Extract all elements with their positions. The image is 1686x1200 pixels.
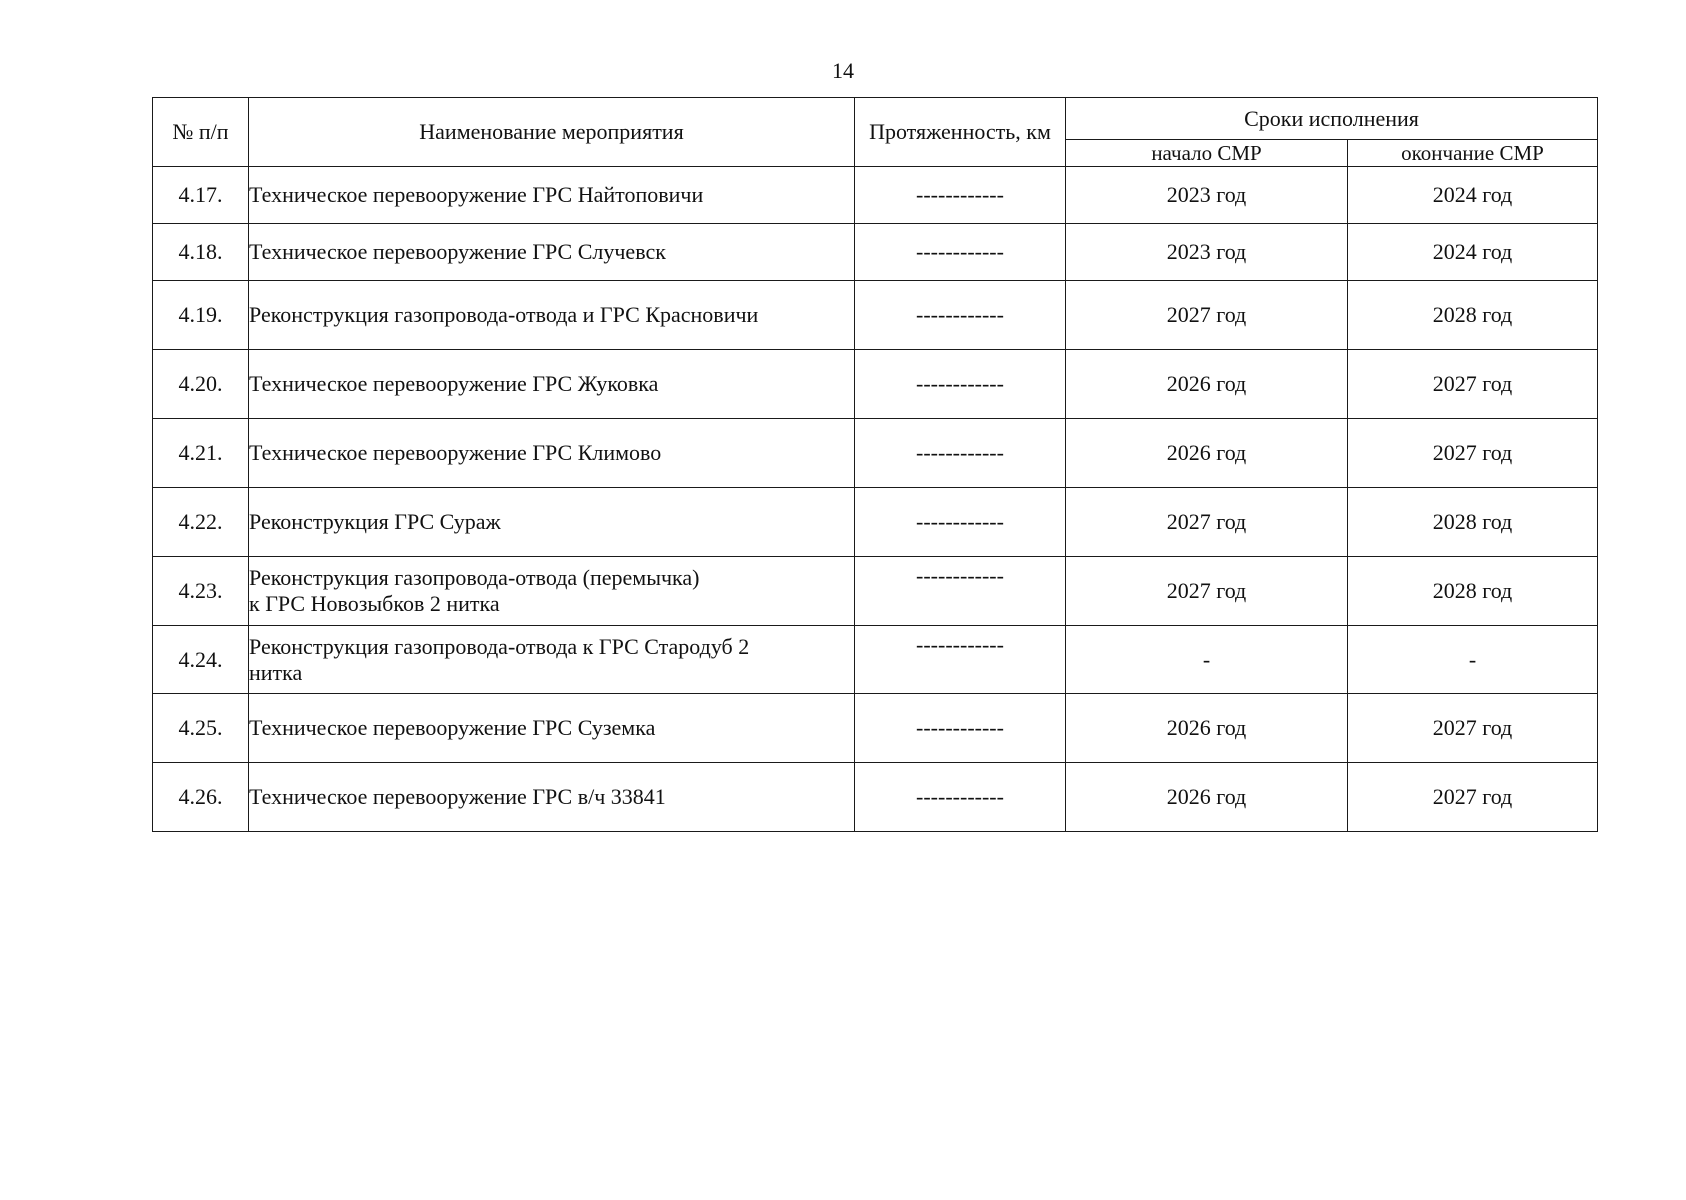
table-row: [153, 694, 1598, 763]
table-row: [153, 626, 1598, 694]
row-start: 2026 год: [1066, 763, 1348, 832]
row-start: -: [1066, 626, 1348, 694]
row-start: 2026 год: [1066, 419, 1348, 488]
table-row: [153, 281, 1598, 350]
row-name: [249, 557, 855, 626]
row-number: 4.22.: [153, 488, 249, 557]
row-start: 2027 год: [1066, 488, 1348, 557]
row-length: ------------: [855, 488, 1066, 557]
page-number: 14: [832, 58, 854, 83]
table-row: [153, 167, 1598, 224]
row-end: 2028 год: [1348, 281, 1598, 350]
row-end: -: [1348, 626, 1598, 694]
row-start: 2026 год: [1066, 694, 1348, 763]
table-row: [153, 350, 1598, 419]
row-start: 2023 год: [1066, 167, 1348, 224]
row-name: Реконструкция ГРС Сураж: [249, 488, 855, 557]
row-number: 4.25.: [153, 694, 249, 763]
header-number: № п/п: [153, 98, 249, 167]
row-name: Техническое перевооружение ГРС в/ч 33841: [249, 763, 855, 832]
row-length: ------------: [855, 557, 1066, 626]
row-number: 4.17.: [153, 167, 249, 224]
row-name-line2: к ГРС Новозыбков 2 нитка: [249, 591, 500, 616]
row-end: 2028 год: [1348, 488, 1598, 557]
row-end: 2027 год: [1348, 350, 1598, 419]
row-name-line2: нитка: [249, 659, 303, 685]
row-name: Техническое перевооружение ГРС Суземка: [249, 694, 855, 763]
row-number: 4.23.: [153, 557, 249, 626]
row-start: 2027 год: [1066, 557, 1348, 626]
row-number: 4.20.: [153, 350, 249, 419]
schedule-table: [152, 97, 1598, 832]
row-number: 4.24.: [153, 626, 249, 694]
row-length: ------------: [855, 350, 1066, 419]
row-length: ------------: [855, 224, 1066, 281]
row-name: Техническое перевооружение ГРС Случевск: [249, 224, 855, 281]
header-row: [153, 98, 1598, 140]
row-end: 2024 год: [1348, 224, 1598, 281]
row-number: 4.18.: [153, 224, 249, 281]
row-number: 4.26.: [153, 763, 249, 832]
row-name: Техническое перевооружение ГРС Найтоповичи: [249, 167, 855, 224]
header-name: Наименование мероприятия: [249, 98, 855, 167]
row-name: Реконструкция газопровода-отвода и ГРС Красновичи: [249, 281, 855, 350]
row-start: 2023 год: [1066, 224, 1348, 281]
row-length: ------------: [855, 694, 1066, 763]
row-name: [249, 626, 855, 694]
header-start: начало СМР: [1066, 140, 1348, 167]
row-name: Техническое перевооружение ГРС Жуковка: [249, 350, 855, 419]
row-end: 2027 год: [1348, 763, 1598, 832]
table-row: [153, 557, 1598, 626]
header-length: Протяженность, км: [855, 98, 1066, 167]
row-length: ------------: [855, 626, 1066, 694]
table-row: [153, 224, 1598, 281]
row-name-line1: Реконструкция газопровода-отвода к ГРС Стародуб 2: [249, 633, 750, 659]
row-number: 4.19.: [153, 281, 249, 350]
row-end: 2027 год: [1348, 419, 1598, 488]
row-length: ------------: [855, 167, 1066, 224]
header-end: окончание СМР: [1348, 140, 1598, 167]
row-name-line1: Реконструкция газопровода-отвода (перемычка): [249, 565, 700, 590]
row-end: 2024 год: [1348, 167, 1598, 224]
table-row: [153, 763, 1598, 832]
row-name: Техническое перевооружение ГРС Климово: [249, 419, 855, 488]
row-length: ------------: [855, 281, 1066, 350]
row-start: 2027 год: [1066, 281, 1348, 350]
row-number: 4.21.: [153, 419, 249, 488]
row-length: ------------: [855, 763, 1066, 832]
header-terms: Сроки исполнения: [1066, 98, 1598, 140]
table-row: [153, 488, 1598, 557]
row-start: 2026 год: [1066, 350, 1348, 419]
row-end: 2027 год: [1348, 694, 1598, 763]
table-row: [153, 419, 1598, 488]
row-length: ------------: [855, 419, 1066, 488]
row-end: 2028 год: [1348, 557, 1598, 626]
